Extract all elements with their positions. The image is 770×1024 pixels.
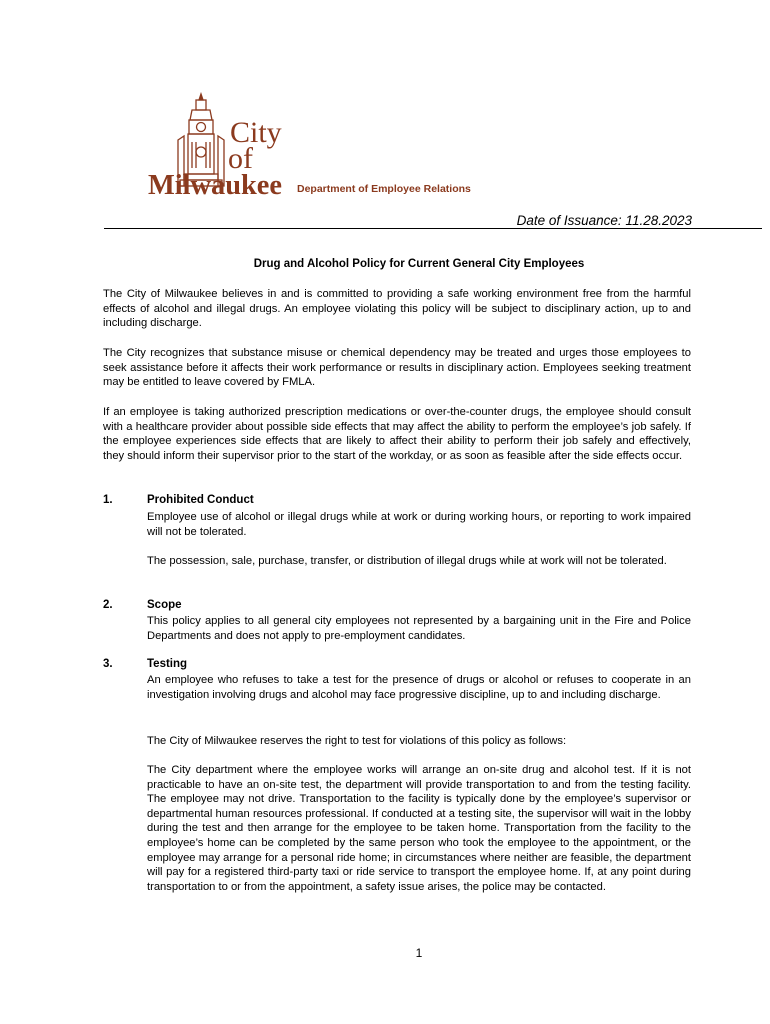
section-3-heading: Testing — [147, 658, 188, 670]
section-2-number: 2. — [103, 599, 113, 611]
section-1-paragraph-1: Employee use of alcohol or illegal drugs while at work or during working hours, or reporting to work impaired will not be tolerated. — [147, 511, 691, 538]
logo-text-of: of — [228, 142, 253, 175]
page-number: 1 — [415, 946, 423, 960]
city-of-milwaukee-logo — [148, 92, 288, 196]
section-3-paragraph-3: The City department where the employee works will arrange an on-site drug and alcohol test. If it is not practicable to have an on-site test, the department will provide transportation to and from the testing facility. The employee may not drive. Transportation to the facility is typically done by the employee’s supervisor or departmental human resources professional. If conducted at a testing site, the supervisor will wait in the lobby during the test and then arrange for the employee to be taken home. Transportation from the facility to the employee’s home can be completed by the same person who took the employee to the appointment, or the employee may arrange for a personal ride home; in circumstances where neither are feasible, the department will pay for a registered third-party taxi or ride service to transport the employee home. If, at any point during transportation to or from the appointment, a safety issue arises, the police may be contacted. — [147, 764, 691, 893]
header-divider — [104, 228, 762, 229]
section-1-paragraph-2: The possession, sale, purchase, transfer, or distribution of illegal drugs while at work will not be tolerated. — [147, 555, 667, 567]
logo-text-city: City — [230, 116, 282, 149]
section-1-heading: Prohibited Conduct — [147, 494, 254, 506]
department-name: Department of Employee Relations — [297, 183, 471, 195]
intro-paragraph-3: If an employee is taking authorized prescription medications or over-the-counter drugs, the employee should consult with a healthcare provider about possible side effects that may affect the ability to perform the employee’s job safely. If the employee experiences side effects that are likely to affect their ability to perform their job safely and effectively, they should inform their supervisor prior to the start of the workday, or as soon as feasible after the side effects occur. — [103, 406, 691, 462]
intro-paragraph-2: The City recognizes that substance misuse or chemical dependency may be treated and urges those employees to seek assistance before it affects their work performance or results in disciplinary action. Employees seeking treatment may be entitled to leave covered by FMLA. — [103, 347, 691, 389]
section-2-paragraph-1: This policy applies to all general city employees not represented by a bargaining unit in the Fire and Police Departments and does not apply to pre-employment candidates. — [147, 615, 691, 642]
section-3-paragraph-2: The City of Milwaukee reserves the right to test for violations of this policy as follows: — [147, 735, 567, 747]
section-3-paragraph-1: An employee who refuses to take a test for the presence of drugs or alcohol or refuses to cooperate in an investigation involving drugs and alcohol may face progressive discipline, up to and including discharge. — [147, 674, 691, 701]
section-2-heading: Scope — [147, 599, 182, 611]
section-3-number: 3. — [103, 658, 113, 670]
intro-paragraph-1: The City of Milwaukee believes in and is committed to providing a safe working environment free from the harmful effects of alcohol and illegal drugs. An employee violating this policy will be subject to disciplinary action, up to and including discharge. — [103, 288, 691, 330]
city-hall-tower-icon — [148, 92, 288, 196]
document-title: Drug and Alcohol Policy for Current General City Employees — [253, 258, 585, 270]
section-1-number: 1. — [103, 494, 113, 506]
date-of-issuance: Date of Issuance: 11.28.2023 — [516, 213, 692, 228]
logo-text-milwaukee: Milwaukee — [148, 169, 283, 196]
